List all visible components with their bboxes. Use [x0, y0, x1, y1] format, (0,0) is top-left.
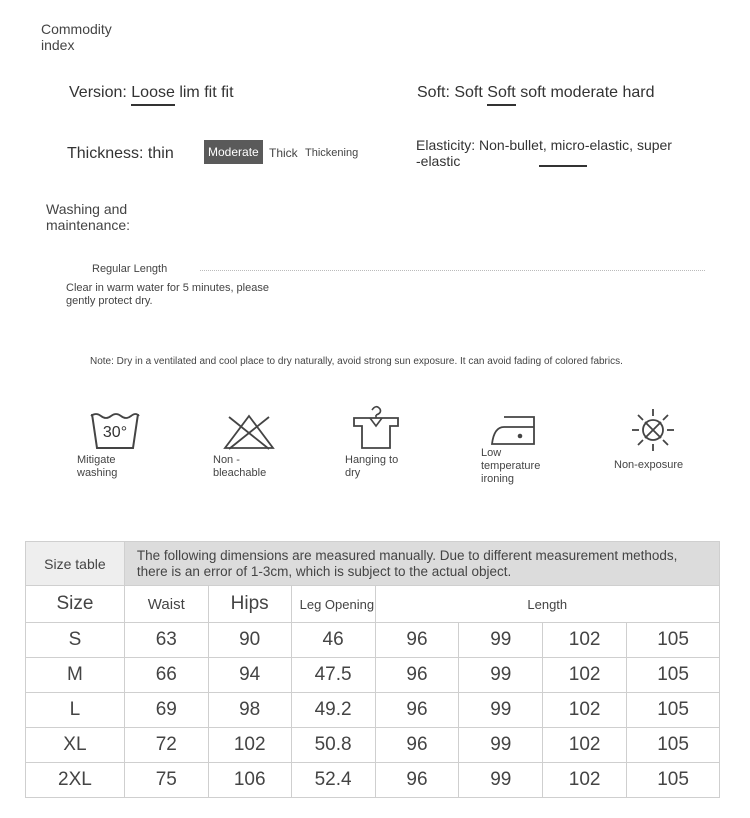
col-length: Length [375, 586, 719, 623]
cell-length: 96 [375, 658, 459, 693]
cell-length: 99 [459, 763, 543, 798]
cell-length: 99 [459, 693, 543, 728]
cell-length: 105 [627, 728, 720, 763]
elasticity-line1: Elasticity: Non-bullet, micro-elastic, super [416, 137, 672, 153]
cell-hips: 102 [208, 728, 291, 763]
soft-label: Soft: [417, 84, 450, 101]
table-row [26, 623, 720, 658]
table-row [26, 693, 720, 728]
col-waist: Waist [124, 586, 208, 623]
care-label-iron: Low temperature ironing [481, 447, 541, 485]
version-label: Version: [69, 84, 127, 101]
soft-options: soft moderate hard [520, 84, 655, 101]
cell-size: 2XL [26, 763, 125, 798]
size-table [25, 541, 720, 798]
soft-row [417, 84, 655, 102]
care-label-hang: Hanging to dry [345, 454, 399, 479]
cell-hips: 90 [208, 623, 291, 658]
cell-length: 102 [543, 623, 627, 658]
elasticity-underline [539, 165, 587, 167]
hang-dry-icon [350, 404, 402, 452]
thickness-option-thick: Thick [269, 146, 298, 160]
cell-size: M [26, 658, 125, 693]
care-label-sun: Non-exposure [614, 459, 684, 471]
soft-option: Soft [454, 84, 483, 101]
thickness-label: Thickness: thin [67, 145, 174, 162]
cell-length: 96 [375, 693, 459, 728]
elasticity-line2: -elastic [416, 153, 461, 169]
col-size: Size [26, 586, 125, 623]
cell-leg: 50.8 [291, 728, 375, 763]
cell-length: 102 [543, 658, 627, 693]
page-title: Commodity index [41, 21, 112, 53]
soft-selected: Soft [487, 84, 515, 106]
cell-length: 96 [375, 728, 459, 763]
cell-waist: 66 [124, 658, 208, 693]
version-selected: Loose [131, 84, 175, 106]
cell-length: 96 [375, 623, 459, 658]
cell-length: 105 [627, 693, 720, 728]
cell-leg: 52.4 [291, 763, 375, 798]
table-row [26, 658, 720, 693]
version-row [69, 84, 234, 102]
care-label-bleach: Non -bleachable [213, 454, 267, 479]
cell-waist: 75 [124, 763, 208, 798]
svg-text:30°: 30° [102, 424, 128, 441]
washing-title: Washing and maintenance: [46, 201, 131, 233]
thickness-option-thickening: Thickening [305, 147, 359, 159]
cell-waist: 72 [124, 728, 208, 763]
faded-text-line [200, 270, 705, 271]
cell-length: 99 [459, 623, 543, 658]
cell-length: 99 [459, 658, 543, 693]
thickness-selected: Moderate [204, 140, 263, 164]
cell-size: L [26, 693, 125, 728]
cell-length: 96 [375, 763, 459, 798]
col-leg-opening: Leg Opening [291, 586, 375, 623]
size-table-description: The following dimensions are measured manually. Due to different measurement methods, there is an error of 1-3cm, which is subject to the actual object. [124, 542, 719, 586]
cell-size: S [26, 623, 125, 658]
cell-hips: 94 [208, 658, 291, 693]
cell-length: 99 [459, 728, 543, 763]
low-iron-icon [490, 413, 540, 447]
cell-hips: 98 [208, 693, 291, 728]
no-bleach-icon [223, 413, 275, 451]
size-table-label: Size table [26, 542, 125, 586]
cell-length: 102 [543, 763, 627, 798]
cell-waist: 63 [124, 623, 208, 658]
cell-hips: 106 [208, 763, 291, 798]
cell-waist: 69 [124, 693, 208, 728]
table-row [26, 728, 720, 763]
cell-size: XL [26, 728, 125, 763]
table-row [26, 763, 720, 798]
no-sun-icon [630, 407, 676, 453]
cell-length: 102 [543, 728, 627, 763]
cell-length: 105 [627, 658, 720, 693]
care-note: Note: Dry in a ventilated and cool place to dry naturally, avoid strong sun exposure. It can avoid fading of colored fabrics. [90, 356, 623, 367]
cell-leg: 47.5 [291, 658, 375, 693]
col-hips: Hips [208, 586, 291, 623]
wash-instructions: Clear in warm water for 5 minutes, please gently protect dry. [66, 282, 269, 307]
regular-length: Regular Length [92, 263, 168, 275]
cell-length: 105 [627, 623, 720, 658]
washing-30-icon [88, 410, 142, 452]
cell-length: 102 [543, 693, 627, 728]
care-label-washing: Mitigate washing [77, 454, 118, 479]
cell-length: 105 [627, 763, 720, 798]
version-options: lim fit fit [179, 84, 234, 101]
cell-leg: 46 [291, 623, 375, 658]
cell-leg: 49.2 [291, 693, 375, 728]
